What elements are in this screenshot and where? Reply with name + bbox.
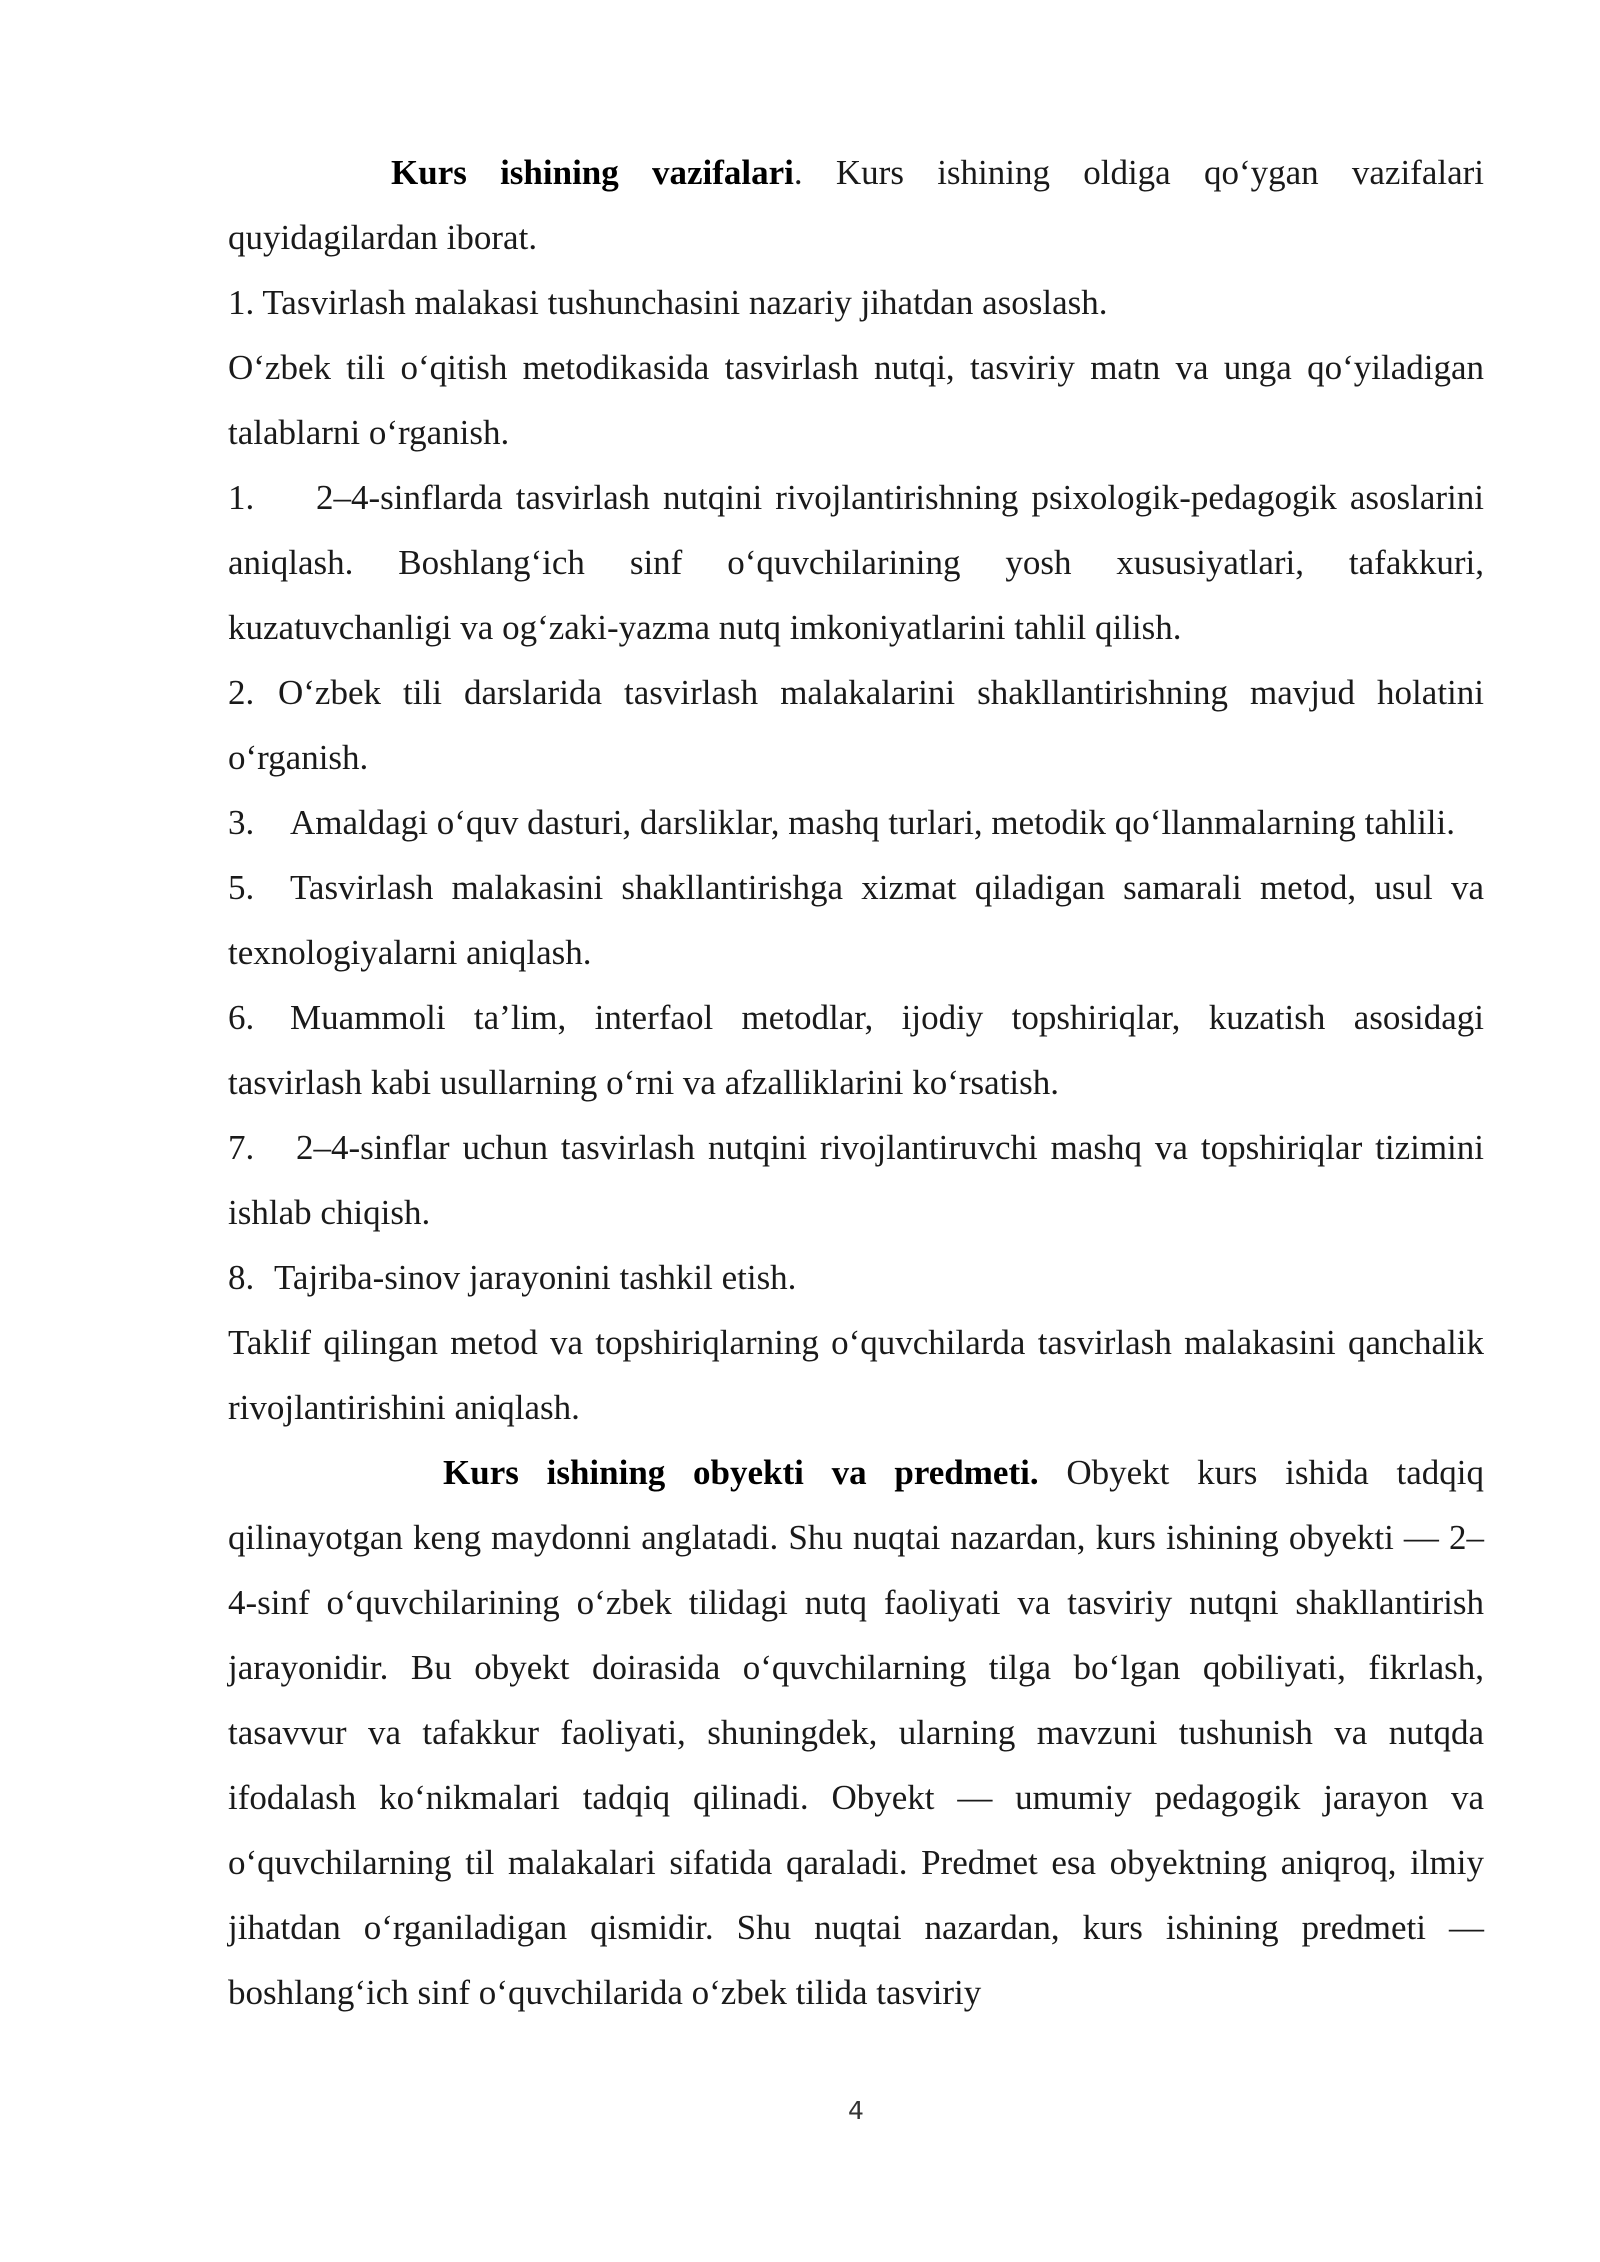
- list-item: [228, 1115, 1484, 1245]
- list-item-text: O‘zbek tili o‘qitish metodikasida tasvirlash nutqi, tasviriy matn va unga qo‘yiladigan talablarni o‘rganish.: [228, 348, 1484, 452]
- tasks-list: [228, 270, 1484, 1440]
- list-item-text: Tajriba-sinov jarayonini tashkil etish.: [274, 1258, 797, 1297]
- list-item-number: 8.: [228, 1258, 255, 1297]
- page-body: [228, 140, 1484, 2025]
- page-number: 4: [848, 2096, 864, 2125]
- object-subject-heading: Kurs ishining obyekti va predmeti.: [443, 1453, 1039, 1492]
- list-item-number: 3.: [228, 803, 255, 842]
- list-item-text: 2–4-sinflarda tasvirlash nutqini rivojlantirishning psixologik-pedagogik asoslarini aniqlash. Boshlang‘ich sinf o‘quvchilarining yosh xususiyatlari, tafakkuri, kuzatuvchanligi va og‘zaki-yazma nutq imkoniyatlarini tahlil qilish.: [228, 478, 1484, 647]
- list-item: [228, 465, 1484, 660]
- list-item: [228, 1245, 1484, 1310]
- object-subject-body: Obyekt kurs ishida tadqiq qilinayotgan keng maydonni anglatadi. Shu nuqtai nazardan, kurs ishining obyekti — 2–4-sinf o‘quvchilarining o‘zbek tilidagi nutq faoliyati va tasviriy nutqni shakllantirish jarayonidir. Bu obyekt doirasida o‘quvchilarning tilga bo‘lgan qobiliyati, fikrlash, tasavvur va tafakkur faoliyati, shuningdek, ularning mavzuni tushunish va nutqda ifodalash ko‘nikmalari tadqiq qilinadi. Obyekt — umumiy pedagogik jarayon va o‘quvchilarning til malakalari sifatida qaraladi. Predmet esa obyektning aniqroq, ilmiy jihatdan o‘rganiladigan qismidir. Shu nuqtai nazardan, kurs ishining predmeti — boshlang‘ich sinf o‘quvchilarida o‘zbek tilida tasviriy: [228, 1453, 1484, 2012]
- list-item-number: 6.: [228, 998, 255, 1037]
- list-item-number: 7.: [228, 1128, 255, 1167]
- tasks-heading: Kurs ishining vazifalari: [391, 153, 794, 192]
- tasks-paragraph: [228, 140, 1484, 270]
- list-item: [228, 985, 1484, 1115]
- tasks-heading-period: .: [793, 153, 803, 192]
- list-item-number: 5.: [228, 868, 255, 907]
- object-subject-paragraph: [228, 1440, 1484, 2025]
- tasks-intro: Kurs ishining oldiga qo‘ygan vazifalari quyidagilardan iborat.: [228, 153, 1485, 257]
- list-item-text: Amaldagi o‘quv dasturi, darsliklar, mashq turlari, metodik qo‘llanmalarning tahlili.: [290, 803, 1455, 842]
- list-item: [228, 790, 1484, 855]
- list-item-number: 1.: [228, 478, 255, 517]
- list-item: [228, 1310, 1484, 1440]
- list-item: [228, 335, 1484, 465]
- list-item-number: 1.: [228, 283, 255, 322]
- list-item: [228, 270, 1484, 335]
- list-item-text: Tasvirlash malakasi tushunchasini nazariy jihatdan asoslash.: [262, 283, 1108, 322]
- list-item-number: 2.: [228, 673, 255, 712]
- list-item: [228, 855, 1484, 985]
- list-item-text: O‘zbek tili darslarida tasvirlash malakalarini shakllantirishning mavjud holatini o‘rganish.: [228, 673, 1484, 777]
- list-item-text: Tasvirlash malakasini shakllantirishga xizmat qiladigan samarali metod, usul va texnologiyalarni aniqlash.: [228, 868, 1484, 972]
- list-item-text: 2–4-sinflar uchun tasvirlash nutqini rivojlantiruvchi mashq va topshiriqlar tizimini ishlab chiqish.: [228, 1128, 1484, 1232]
- list-item-text: Muammoli ta’lim, interfaol metodlar, ijodiy topshiriqlar, kuzatish asosidagi tasvirlash kabi usullarning o‘rni va afzalliklarini ko‘rsatish.: [228, 998, 1484, 1102]
- list-item: [228, 660, 1484, 790]
- list-item-text: Taklif qilingan metod va topshiriqlarning o‘quvchilarda tasvirlash malakasini qanchalik rivojlantirishini aniqlash.: [228, 1323, 1484, 1427]
